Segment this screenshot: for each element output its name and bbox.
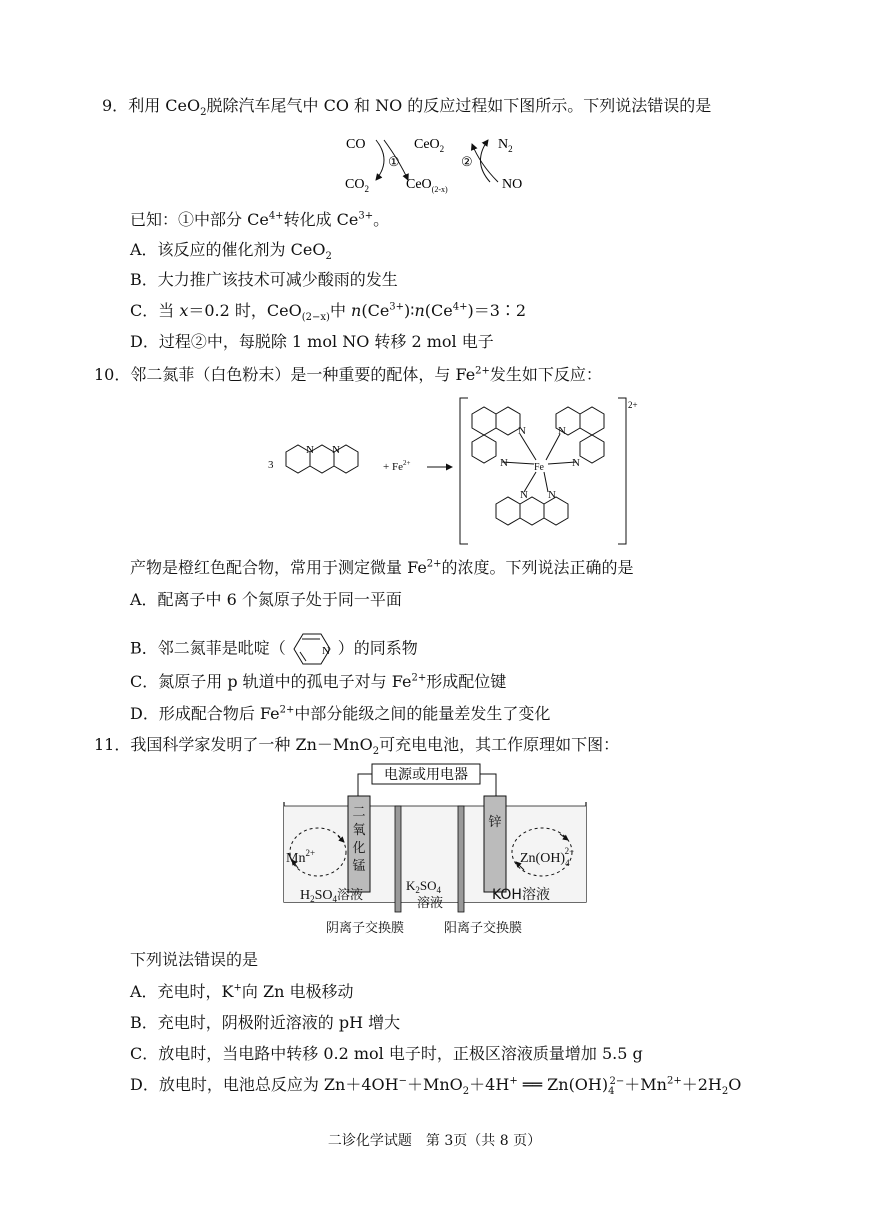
svg-text:N: N — [518, 425, 526, 437]
svg-text:化: 化 — [352, 841, 366, 856]
fe-center: Fe — [534, 462, 544, 473]
cation-membrane — [458, 806, 464, 912]
q9-cycle-diagram — [340, 128, 540, 196]
svg-text:N: N — [558, 425, 566, 437]
svg-text:二: 二 — [352, 805, 366, 820]
svg-text:Mn2+: $Mn^{2+}$ — [286, 848, 316, 866]
power-source-label: 电源或用电器 — [384, 767, 468, 783]
svg-text:H2SO4溶液: $H_2SO_4$溶液 — [300, 888, 364, 904]
q11-option-d[interactable]: D．放电时，电池总反应为 Zn＋4OH−＋MnO$_2$＋4H+ ══ $Zn(OH)_4^{2-}+Mn^{2+}+2H_2O$ — [130, 1075, 742, 1098]
complex-charge: 2+ — [628, 400, 638, 410]
svg-text:N: N — [332, 444, 340, 456]
svg-text:阳离子交换膜: 阳离子交换膜 — [444, 921, 523, 936]
q9-option-b[interactable]: B．大力推广该技术可减少酸雨的发生 — [130, 270, 398, 289]
svg-text:溶液: 溶液 — [416, 896, 444, 911]
svg-text:锌: 锌 — [488, 815, 502, 830]
svg-text:CeO(2-x): CeO$_{(2-x)}$ — [406, 177, 448, 194]
anion-membrane — [395, 806, 401, 912]
svg-text:CO2: $CO_2$ — [345, 177, 369, 194]
q10-option-b[interactable]: B．邻二氮菲是吡啶（ N ）的同系物 — [130, 630, 418, 668]
q9-note: 已知：①中部分 $Ce^{4+}$转化成 $Ce^{3+}$。 — [130, 210, 390, 229]
q9-stem: 9．利用 CeO$_2$脱除汽车尾气中 CO 和 NO 的反应过程如下图所示。下列说法错误的是 — [102, 96, 712, 119]
step2-label: ② — [461, 155, 473, 170]
step1-label: ① — [388, 155, 400, 170]
q10-option-a[interactable]: A．配离子中 6 个氮原子处于同一平面 — [130, 590, 402, 609]
q10-context: 产物是橙红色配合物，常用于测定微量 $Fe^{2+}$的浓度。下列说法正确的是 — [130, 558, 634, 577]
svg-text:K2SO4: $K_2SO_4$ — [406, 878, 442, 895]
svg-text:阴离子交换膜: 阴离子交换膜 — [326, 921, 405, 936]
svg-text:N2: $N_2$ — [498, 137, 513, 154]
svg-text:+ Fe2+: + $Fe^{2+}$ — [383, 459, 411, 473]
svg-text:NO: NO — [502, 177, 523, 192]
svg-text:N: N — [548, 489, 556, 501]
svg-text:N: N — [500, 457, 508, 469]
phenanthroline-structure — [286, 445, 358, 473]
pyridine-structure — [288, 630, 336, 668]
q11-stem: 11．我国科学家发明了一种 Zn－MnO$_2$可充电电池，其工作原理如下图： — [94, 735, 620, 758]
q10-reaction-scheme — [262, 394, 642, 548]
svg-text:CeO2: CeO$_2$ — [414, 137, 445, 154]
zn-electrode — [484, 796, 506, 892]
q9-option-c[interactable]: C．当 x＝0.2 时，CeO$_{(2-x)}$中 $n(Ce^{3+})∶n(Ce^{4+})=3∶2$ — [130, 301, 527, 324]
q11-option-b[interactable]: B．充电时，阴极附近溶液的 pH 增大 — [130, 1013, 401, 1032]
q11-prompt: 下列说法错误的是 — [130, 950, 259, 969]
svg-text:KOH溶液: KOH溶液 — [492, 887, 550, 903]
q9-option-a[interactable]: A．该反应的催化剂为 CeO$_2$ — [130, 240, 332, 263]
page-footer: 二诊化学试题 第 3页（共 8 页） — [327, 1133, 542, 1149]
svg-text:N: N — [520, 489, 528, 501]
co-label: CO — [346, 137, 366, 152]
svg-text:氧: 氧 — [352, 823, 366, 838]
q11-battery-diagram — [280, 762, 600, 942]
q11-option-c[interactable]: C．放电时，当电路中转移 0.2 mol 电子时，正极区溶液质量增加 5.5 g — [130, 1044, 643, 1063]
svg-text:N: N — [306, 444, 314, 456]
svg-text:N: N — [321, 645, 330, 657]
q10-stem: 10．邻二氮菲（白色粉末）是一种重要的配体，与 $Fe^{2+}$发生如下反应： — [94, 365, 602, 384]
q11-option-a[interactable]: A．充电时，K+向 Zn 电极移动 — [130, 982, 354, 1001]
q10-option-d[interactable]: D．形成配合物后 $Fe^{2+}$中部分能级之间的能量差发生了变化 — [130, 704, 551, 723]
svg-text:3: 3 — [268, 459, 274, 471]
svg-text:Zn(OH)42−: $Zn(OH)_42-$ — [520, 846, 575, 868]
svg-text:锰: 锰 — [352, 859, 366, 874]
svg-text:N: N — [572, 457, 580, 469]
q9-option-d[interactable]: D．过程②中，每脱除 1 mol NO 转移 2 mol 电子 — [130, 332, 494, 351]
q10-option-c[interactable]: C．氮原子用 p 轨道中的孤电子对与 $Fe^{2+}$形成配位键 — [130, 672, 507, 691]
